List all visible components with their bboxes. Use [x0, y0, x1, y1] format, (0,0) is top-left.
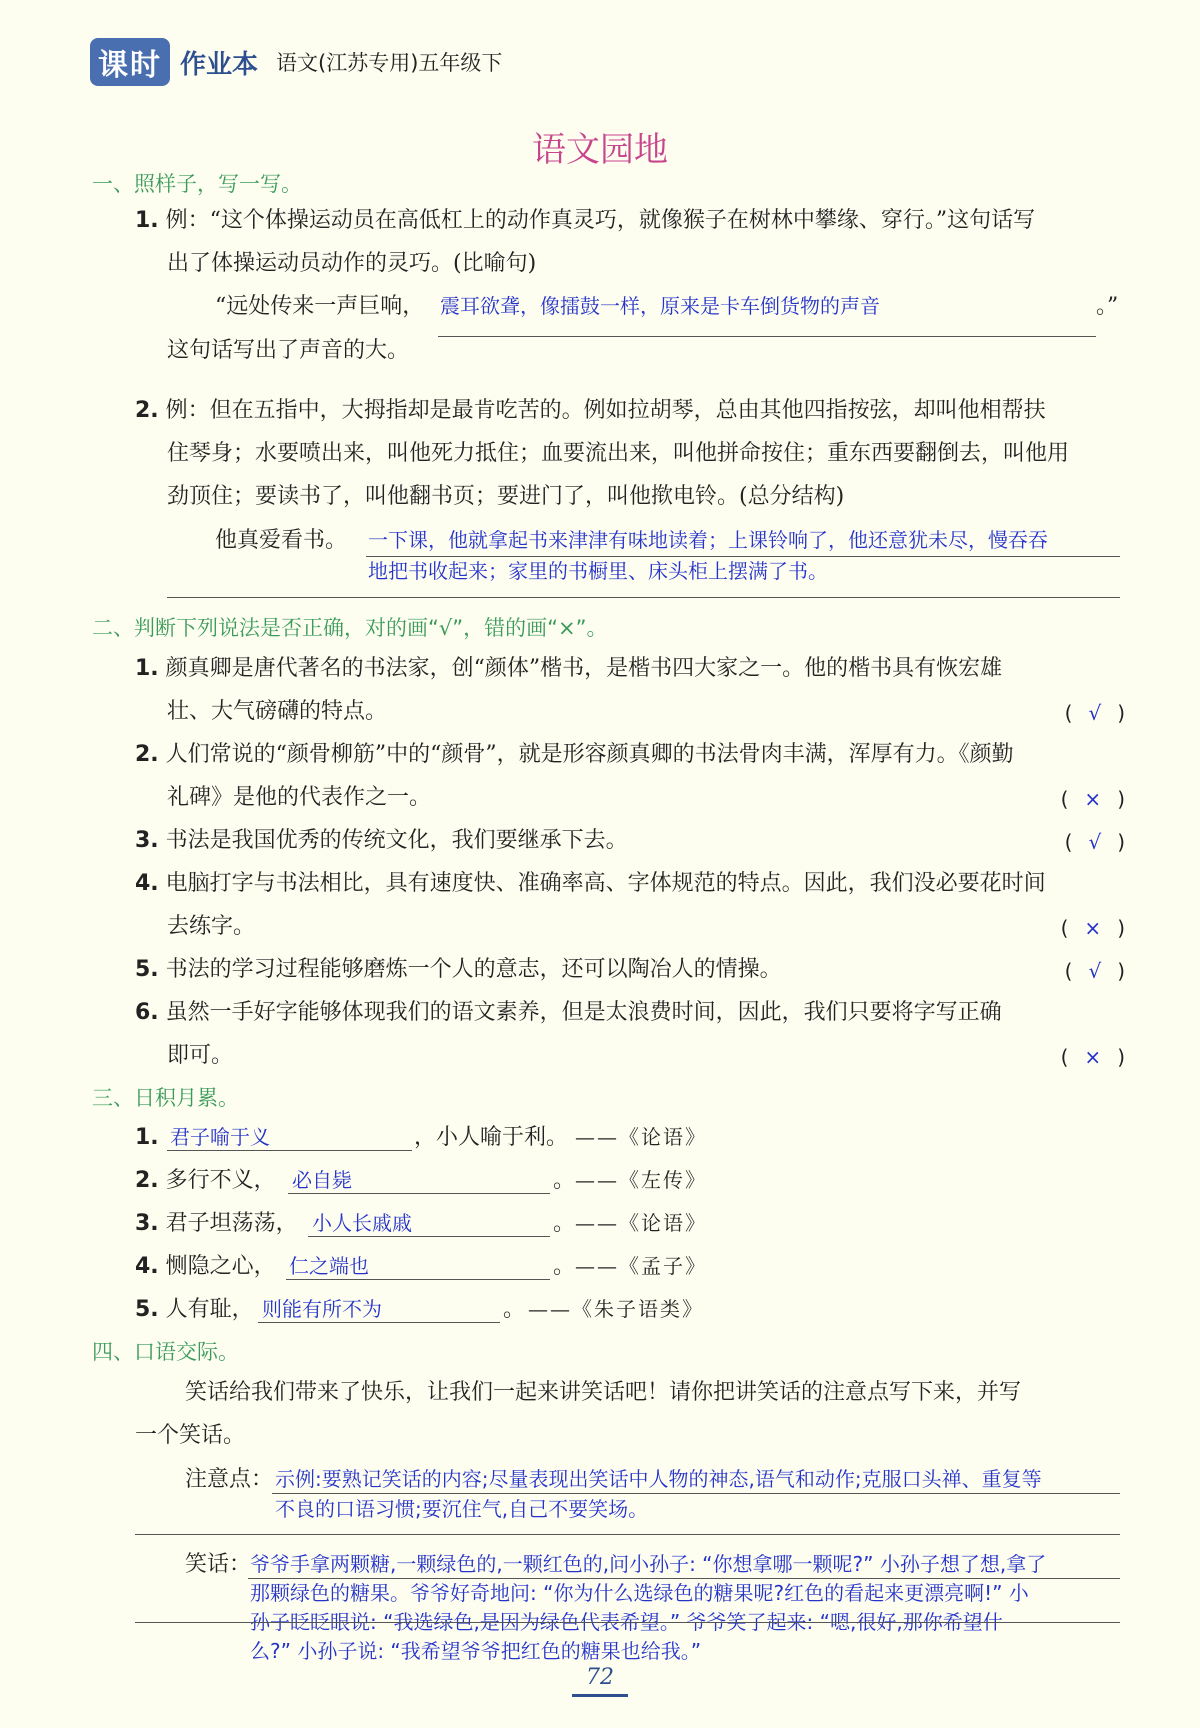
s2-item-5-mark[interactable]: ( √ )	[1064, 959, 1125, 983]
s3-item-1-answer[interactable]: 君子喻于义	[170, 1125, 270, 1149]
s1-q2-line3: 劲顶住；要读书了，叫他翻书页；要进门了，叫他揿电铃。(总分结构)	[167, 484, 845, 509]
page-header	[90, 38, 502, 86]
s3-item-5-post: 。	[503, 1297, 526, 1322]
s3-item-5: 5. 人有耻，	[135, 1297, 254, 1322]
brand-logo: 课时	[90, 38, 170, 86]
s3-item-4-blank	[286, 1279, 550, 1280]
s3-item-1: 1.	[135, 1125, 159, 1150]
page-number-underline	[572, 1694, 628, 1697]
s3-item-3-blank	[308, 1236, 550, 1237]
s4-note-line1[interactable]: 示例:要熟记笑话的内容;尽量表现出笑话中人物的神态,语气和动作;克服口头禅、重复等	[275, 1467, 1042, 1491]
s2-item-1-mark[interactable]: ( √ )	[1064, 701, 1125, 725]
s3-item-5-source: ——《朱子语类》	[528, 1297, 704, 1321]
s2-item-4-mark[interactable]: ( × )	[1060, 916, 1125, 940]
s3-item-4-source: ——《孟子》	[575, 1254, 707, 1278]
s3-item-1-source: ——《论语》	[575, 1125, 707, 1149]
s3-item-2-source: ——《左传》	[575, 1168, 707, 1192]
section-1-heading: 一、照样子，写一写。	[92, 172, 302, 196]
s3-item-5-answer[interactable]: 则能有所不为	[262, 1297, 382, 1321]
s3-item-4-post: 。	[553, 1254, 576, 1279]
s4-joke-label: 笑话：	[185, 1552, 252, 1577]
s1-q2-answer-line1[interactable]: 一下课，他就拿起书来津津有味地读着；上课铃响了，他还意犹未尽，慢吞吞	[368, 528, 1048, 552]
page-number: 72	[586, 1665, 614, 1690]
s1-q2-blank-2	[167, 597, 1120, 598]
s3-item-3: 3. 君子坦荡荡，	[135, 1211, 298, 1236]
s3-item-3-post: 。	[553, 1211, 576, 1236]
s4-intro-line2: 一个笑话。	[135, 1423, 246, 1448]
s3-item-2-blank	[288, 1193, 550, 1194]
s2-item-2-mark[interactable]: ( × )	[1060, 787, 1125, 811]
s1-q1-blank	[438, 336, 1096, 337]
s1-q2-answer-line2[interactable]: 地把书收起来；家里的书橱里、床头柜上摆满了书。	[368, 559, 828, 583]
s4-joke-line3[interactable]: 孙子眨眨眼说: “我选绿色,是因为绿色代表希望。” 爷爷笑了起来: “嗯,很好,那你希望什	[250, 1610, 1003, 1634]
s2-item-6-line1: 6. 虽然一手好字能够体现我们的语文素养，但是太浪费时间，因此，我们只要将字写正确	[135, 1000, 1002, 1025]
s3-item-5-blank	[258, 1322, 500, 1323]
s1-q1-line4: 这句话写出了声音的大。	[167, 338, 410, 363]
section-3-heading: 三、日积月累。	[92, 1086, 239, 1110]
s1-q1-answer[interactable]: 震耳欲聋，像擂鼓一样，原来是卡车倒货物的声音	[440, 294, 880, 318]
s2-item-3-mark[interactable]: ( √ )	[1064, 830, 1125, 854]
s2-item-5-line1: 5. 书法的学习过程能够磨炼一个人的意志，还可以陶冶人的情操。	[135, 957, 782, 982]
s2-item-3-line1: 3. 书法是我国优秀的传统文化，我们要继承下去。	[135, 828, 628, 853]
section-2-heading: 二、判断下列说法是否正确，对的画“√”，错的画“×”。	[92, 616, 608, 640]
s4-joke-line1[interactable]: 爷爷手拿两颗糖,一颗绿色的,一颗红色的,问小孙子: “你想拿哪一颗呢?” 小孙子想了想,拿了	[250, 1552, 1047, 1576]
s4-note-line2[interactable]: 不良的口语习惯;要沉住气,自己不要笑场。	[275, 1497, 649, 1521]
s3-item-2-post: 。	[553, 1168, 576, 1193]
s2-item-2-line2: 礼碑》是他的代表作之一。	[167, 785, 432, 810]
s3-item-1-post: ，小人喻于利。	[414, 1125, 569, 1150]
s1-q2-line1: 2. 例：但在五指中，大拇指却是最肯吃苦的。例如拉胡琴，总由其他四指按弦，却叫他相帮扶	[135, 398, 1046, 423]
s2-item-1-line1: 1. 颜真卿是唐代著名的书法家，创“颜体”楷书，是楷书四大家之一。他的楷书具有恢宏雄	[135, 656, 1003, 681]
s3-item-4: 4. 恻隐之心，	[135, 1254, 276, 1279]
s4-joke-line2[interactable]: 那颗绿色的糖果。爷爷好奇地问: “你为什么选绿色的糖果呢?红色的看起来更漂亮啊!” 小	[250, 1581, 1029, 1605]
s4-joke-line4[interactable]: 么?” 小孙子说: “我希望爷爷把红色的糖果也给我。”	[250, 1639, 702, 1663]
brand-name: 作业本	[180, 49, 259, 80]
s4-intro-line1: 笑话给我们带来了快乐，让我们一起来讲笑话吧！请你把讲笑话的注意点写下来，并写	[185, 1380, 1022, 1405]
s1-q1-line1: 1. 例：“这个体操运动员在高低杠上的动作真灵巧，就像猴子在树林中攀缘、穿行。”这句话写	[135, 208, 1036, 233]
s4-note-blank-2	[135, 1534, 1120, 1535]
s2-item-6-line2: 即可。	[167, 1043, 234, 1068]
s1-q1-line2: 出了体操运动员动作的灵巧。(比喻句)	[167, 251, 537, 276]
s3-item-3-source: ——《论语》	[575, 1211, 707, 1235]
s1-q2-prompt: 他真爱看书。	[215, 528, 348, 553]
subject-label: 语文(江苏专用)五年级下	[276, 51, 503, 75]
s2-item-1-line2: 壮、大气磅礴的特点。	[167, 699, 388, 724]
s1-q1-prompt: “远处传来一声巨响，	[215, 294, 425, 319]
s2-item-6-mark[interactable]: ( × )	[1060, 1045, 1125, 1069]
s3-item-1-blank	[167, 1150, 412, 1151]
s1-q2-line2: 住琴身；水要喷出来，叫他死力抵住；血要流出来，叫他拼命按住；重东西要翻倒去，叫他用	[167, 441, 1070, 466]
s2-item-2-line1: 2. 人们常说的“颜骨柳筋”中的“颜骨”，就是形容颜真卿的书法骨肉丰满，浑厚有力。《颜勤	[135, 742, 1014, 767]
section-4-heading: 四、口语交际。	[92, 1340, 239, 1364]
s2-item-4-line2: 去练字。	[167, 914, 256, 939]
s1-q1-end: 。”	[1096, 294, 1119, 319]
s3-item-2: 2. 多行不义，	[135, 1168, 276, 1193]
s4-joke-blank-2	[135, 1622, 1120, 1623]
s3-item-4-answer[interactable]: 仁之端也	[289, 1254, 369, 1278]
s3-item-3-answer[interactable]: 小人长戚戚	[312, 1211, 412, 1235]
s2-item-4-line1: 4. 电脑打字与书法相比，具有速度快、准确率高、字体规范的特点。因此，我们没必要花时间	[135, 871, 1046, 896]
s4-note-label: 注意点：	[185, 1467, 274, 1492]
page-title: 语文园地	[532, 130, 668, 170]
s3-item-2-answer[interactable]: 必自毙	[292, 1168, 352, 1192]
